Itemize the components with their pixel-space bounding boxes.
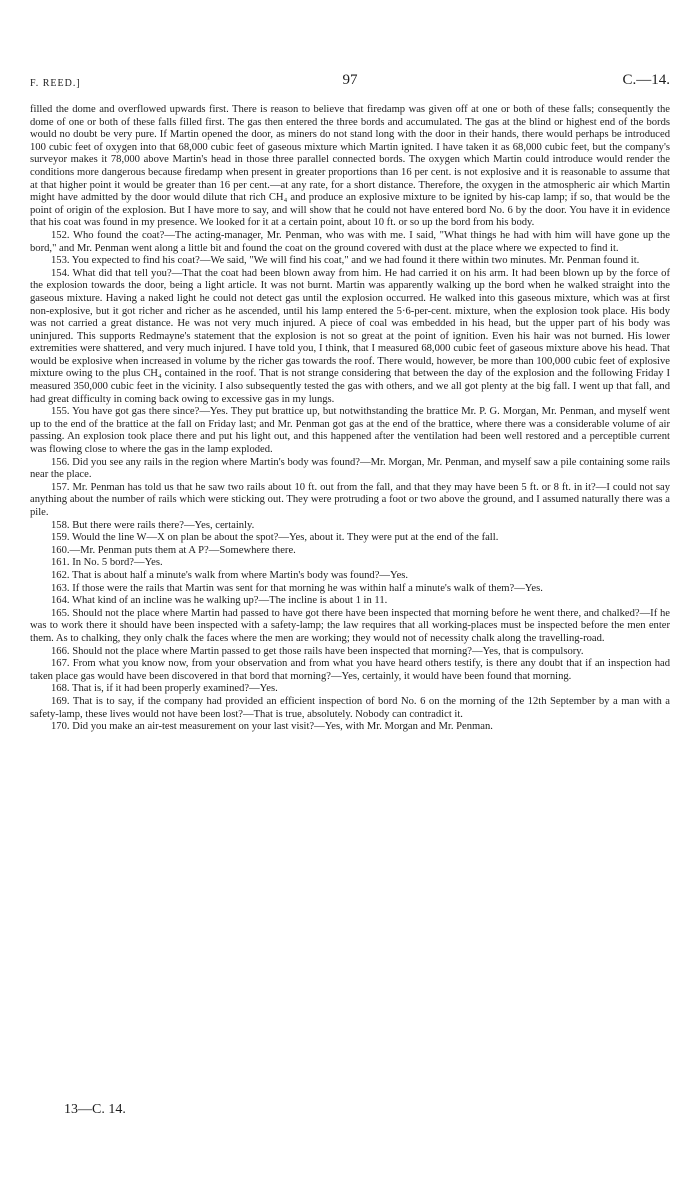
page-number: 97 <box>342 72 358 88</box>
question-154: 154. What did that tell you?—That the coat had been blown away from him. He had carried it on his arm. It had been blown up by the force of the explosion towards the door, being a light article. It was not burnt. Martin was apparently walking up the bord when he walked straight into the gaseous mixture. Having a naked light he could not detect gas until the explosion occurred. He walked into this gaseous mixture, which was at first non-explosive, but it got richer and richer as he ascended, until his lamp entered the 5·6-per-cent. mixture, when the explosion took place. His body was not carried a great distance. He was not very much injured. A piece of coal was embedded in his head, but the upper part of his body was uninjured. This supports Redmayne's statement that the explosion is not so great at the point of ignition. Even his hair was not burned. His lower extremities were shattered, and very much injured. I have told you, I think, that I measured 68,000 cubic feet of gaseous mixture above his head. That would be explosive when increased in volume by the richer gas towards the roof. There would, however, be more than 100,000 cubic feet of explosive mixture owing to the plus CH₄ contained in the roof. That is not strange considering that between the day of the explosion and the following Friday I measured 350,000 cubic feet in the vicinity. I also subsequently tested the gas with others, and we all got plenty at the big fall. I went up that fall, and had great difficulty in coming back owing to excessive gas in my lungs. <box>30 267 670 405</box>
question-160: 160.—Mr. Penman puts them at A P?—Somewhere there. <box>51 544 296 556</box>
paragraph-continuation: filled the dome and overflowed upwards first. There is reason to believe that firedamp was given off at one or both of these falls; consequently the dome of one or both of these falls filled first. The gas then entered the three bords and accumulated. The gas at the blind or highest end of the bords would no doubt be very pure. If Martin opened the door, as miners do not stand long with the door in their hands, there would perhaps be introduced 100 cubic feet of oxygen into that 68,000 cubic feet of gaseous mixture which Martin ignited. I have taken it as 68,000 cubic feet, but the company's surveyor makes it 78,000 above Martin's head in those three parallel connected bords. The oxygen which Martin could introduce would render the conditions more dangerous because firedamp when present in greater proportions than 16 per cent. is not explosive and it is reasonable to assume that at that higher point it would be greater than 16 per cent.—at any rate, for a short distance. Therefore, the oxygen in the atmospheric air which Martin might have admitted by the door would dilute that rich CH₄ and produce an explosive mixture to be ignited by his-cap lamp; if so, that would be the point of origin of the explosion. But I have more to say, and will show that he could not have entered bord No. 6 by the door. You have it in evidence that his coat was found in my presence. We looked for it at a certain point, about 10 ft. or so up the bord from his body. <box>30 104 670 229</box>
witness-name: F. REED.] <box>30 78 81 89</box>
question-162: 162. That is about half a minute's walk from where Martin's body was found?—Yes. <box>51 569 409 581</box>
document-body <box>30 104 670 734</box>
question-169: 169. That is to say, if the company had provided an efficient inspection of bord No. 6 on the morning of the 12th September by a man with a safety-lamp, these lives would not have been lost?—That is true, absolutely. Nobody can contradict it. <box>30 695 670 720</box>
question-152: 152. Who found the coat?—The acting-manager, Mr. Penman, who was with me. I said, "What things he had with him will have gone up the bord," and Mr. Penman went along a little bit and found the coat on the ground covered with dust at the place where we expected to find it. <box>30 229 670 254</box>
question-170: 170. Did you make an air-test measurement on your last visit?—Yes, with Mr. Morgan and Mr. Penman. <box>51 721 493 733</box>
question-163: 163. If those were the rails that Martin was sent for that morning he was within half a minute's walk of them?—Yes. <box>51 582 543 594</box>
page-header <box>30 66 670 96</box>
question-159: 159. Would the line W—X on plan be about the spot?—Yes, about it. They were put at the end of the fall. <box>51 532 499 544</box>
question-153: 153. You expected to find his coat?—We said, "We will find his coat," and we had found it there within two minutes. Mr. Penman found it. <box>51 255 640 267</box>
question-168: 168. That is, if it had been properly examined?—Yes. <box>51 683 278 695</box>
question-156: 156. Did you see any rails in the region where Martin's body was found?—Mr. Morgan, Mr. Penman, and myself saw a pile containing some rails near the place. <box>30 456 670 481</box>
question-167: 167. From what you know now, from your observation and from what you have heard others testify, is there any doubt that if an inspection had taken place gas would have been discovered in that bord that morning?—Yes, certainly, it would have been found that morning. <box>30 658 670 682</box>
question-165: 165. Should not the place where Martin had passed to have got there have been inspected that morning before he went there, and chalked?—If he was to work there it should have been inspected with a safety-lamp; the law requires that all working-places must be inspected before the men enter them. As to chalking, they only chalk the faces where the men are working; they would not of necessity chalk along the travelling-road. <box>30 607 670 644</box>
question-158: 158. But there were rails there?—Yes, certainly. <box>51 519 255 531</box>
question-161: 161. In No. 5 bord?—Yes. <box>51 557 163 569</box>
question-164: 164. What kind of an incline was he walking up?—The incline is about 1 in 11. <box>51 595 388 607</box>
question-155: 155. You have got gas there since?—Yes. They put brattice up, but notwithstanding the brattice Mr. P. G. Morgan, Mr. Penman, and myself went up to the end of the brattice at the fall on Friday last; and Mr. Penman got gas at the end of the brattice, where there was a considerable volume of air passing. An explosion took place there and put his light out, and this happened after the ventilation had been well restored and a perceptible current was flowing close to where the gas in the lamp exploded. <box>30 406 670 456</box>
question-157: 157. Mr. Penman has told us that he saw two rails about 10 ft. out from the fall, and that they may have been 5 ft. or 8 ft. in it?—I could not say anything about the number of rails which were sticking out. They were protruding a foot or two above the ground, and I assumed naturally there was a pile. <box>30 481 670 518</box>
signature-mark: 13—C. 14. <box>64 1102 126 1117</box>
question-166: 166. Should not the place where Martin passed to get those rails have been inspected that morning?—Yes, that is compulsory. <box>51 645 584 657</box>
paper-reference: C.—14. <box>622 72 670 88</box>
